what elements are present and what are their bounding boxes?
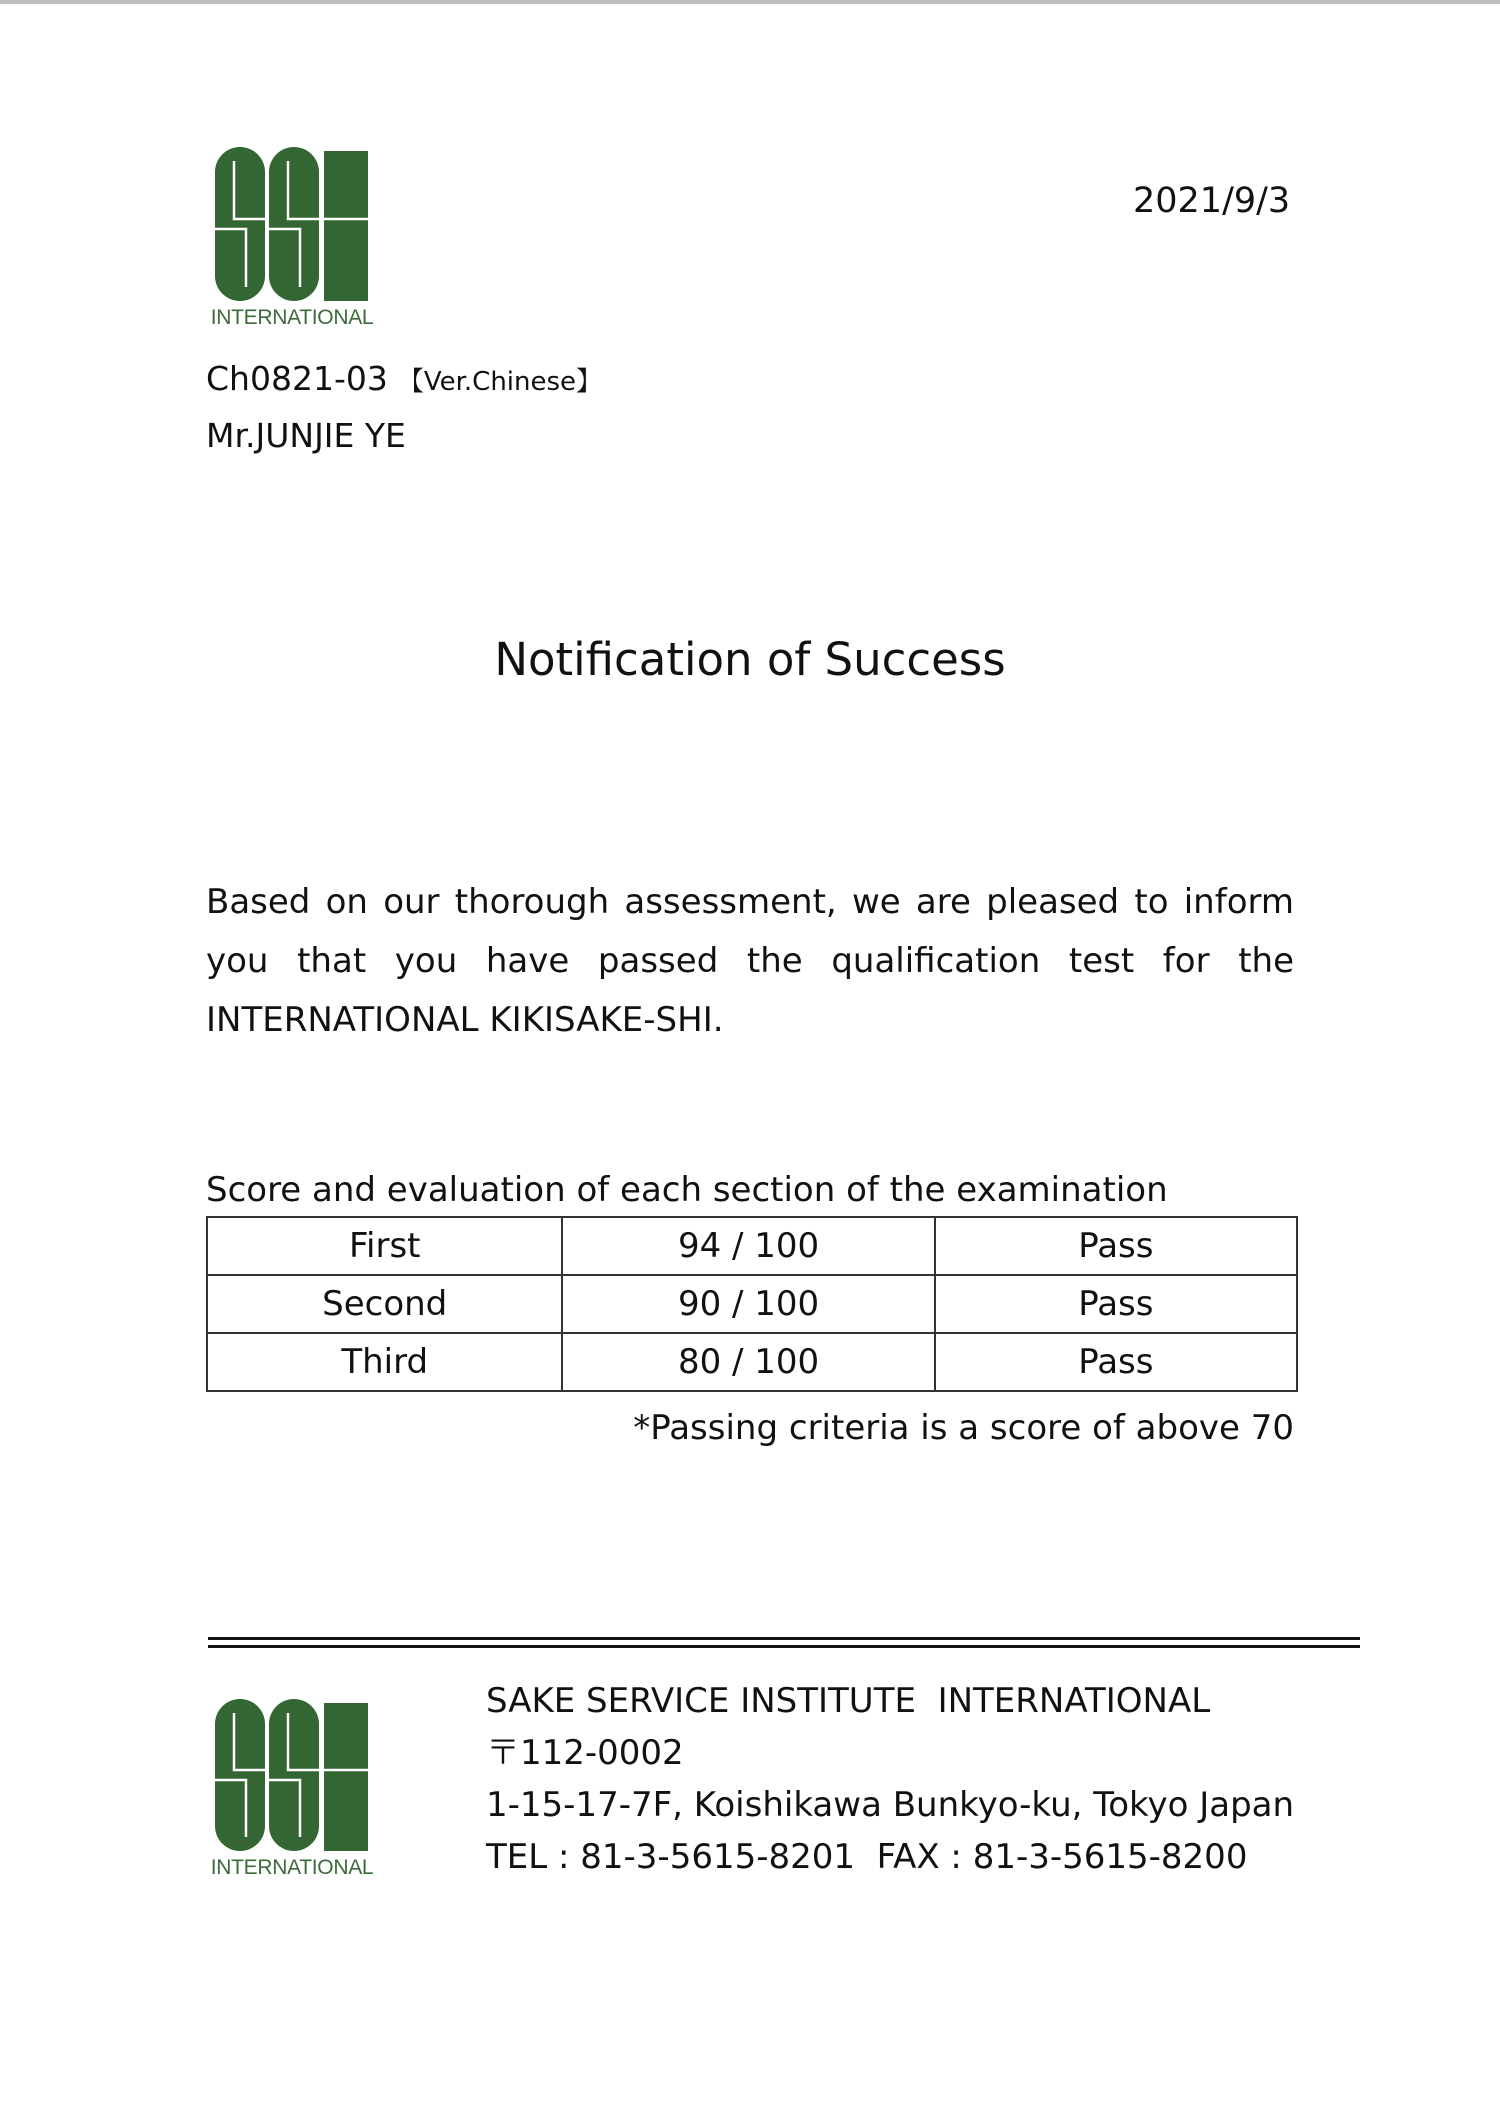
scores-table (206, 1216, 1298, 1392)
table-row (207, 1333, 1297, 1391)
section-cell: Second (207, 1275, 562, 1333)
version-label: 【Ver.Chinese】 (397, 367, 603, 397)
result-cell: Pass (935, 1217, 1297, 1275)
section-cell: First (207, 1217, 562, 1275)
footer-divider-bottom (208, 1645, 1360, 1648)
result-cell: Pass (935, 1333, 1297, 1391)
footer-divider-top (208, 1637, 1360, 1640)
phone-fax: TEL : 81-3-5615-8201 FAX : 81-3-5615-8200 (486, 1837, 1248, 1877)
scores-caption: Score and evaluation of each section of the examination (206, 1170, 1168, 1210)
reference-line (206, 359, 602, 398)
score-cell: 80 / 100 (562, 1333, 934, 1391)
table-row (207, 1217, 1297, 1275)
address: 1-15-17-7F, Koishikawa Bunkyo-ku, Tokyo Japan (486, 1785, 1295, 1825)
document-date: 2021/9/3 (1133, 181, 1291, 221)
footer-contact (486, 1675, 1294, 1883)
table-row (207, 1275, 1297, 1333)
ssi-logo-header (207, 147, 377, 329)
body-paragraph: Based on our thorough assessment, we are pleased to inform you that you have passed the qualification test for the INTERNATIONAL KIKISAKE-SHI. (206, 882, 1294, 1040)
logo-subtitle: INTERNATIONAL (210, 306, 374, 329)
ssi-logo-mark (207, 1699, 377, 1854)
organization-name: SAKE SERVICE INSTITUTE INTERNATIONAL (486, 1681, 1211, 1721)
page-title: Notification of Success (494, 633, 1006, 686)
ssi-logo-mark (207, 147, 377, 302)
top-edge-bar (0, 0, 1500, 4)
section-cell: Third (207, 1333, 562, 1391)
score-cell: 94 / 100 (562, 1217, 934, 1275)
reference-number: Ch0821-03 (206, 359, 388, 398)
score-cell: 90 / 100 (562, 1275, 934, 1333)
ssi-logo-footer (207, 1699, 377, 1879)
recipient-name: Mr.JUNJIE YE (206, 416, 406, 455)
postal-code: 〒112-0002 (486, 1733, 684, 1773)
result-cell: Pass (935, 1275, 1297, 1333)
logo-subtitle: INTERNATIONAL (210, 1856, 374, 1879)
passing-criteria-note: *Passing criteria is a score of above 70 (633, 1408, 1294, 1448)
